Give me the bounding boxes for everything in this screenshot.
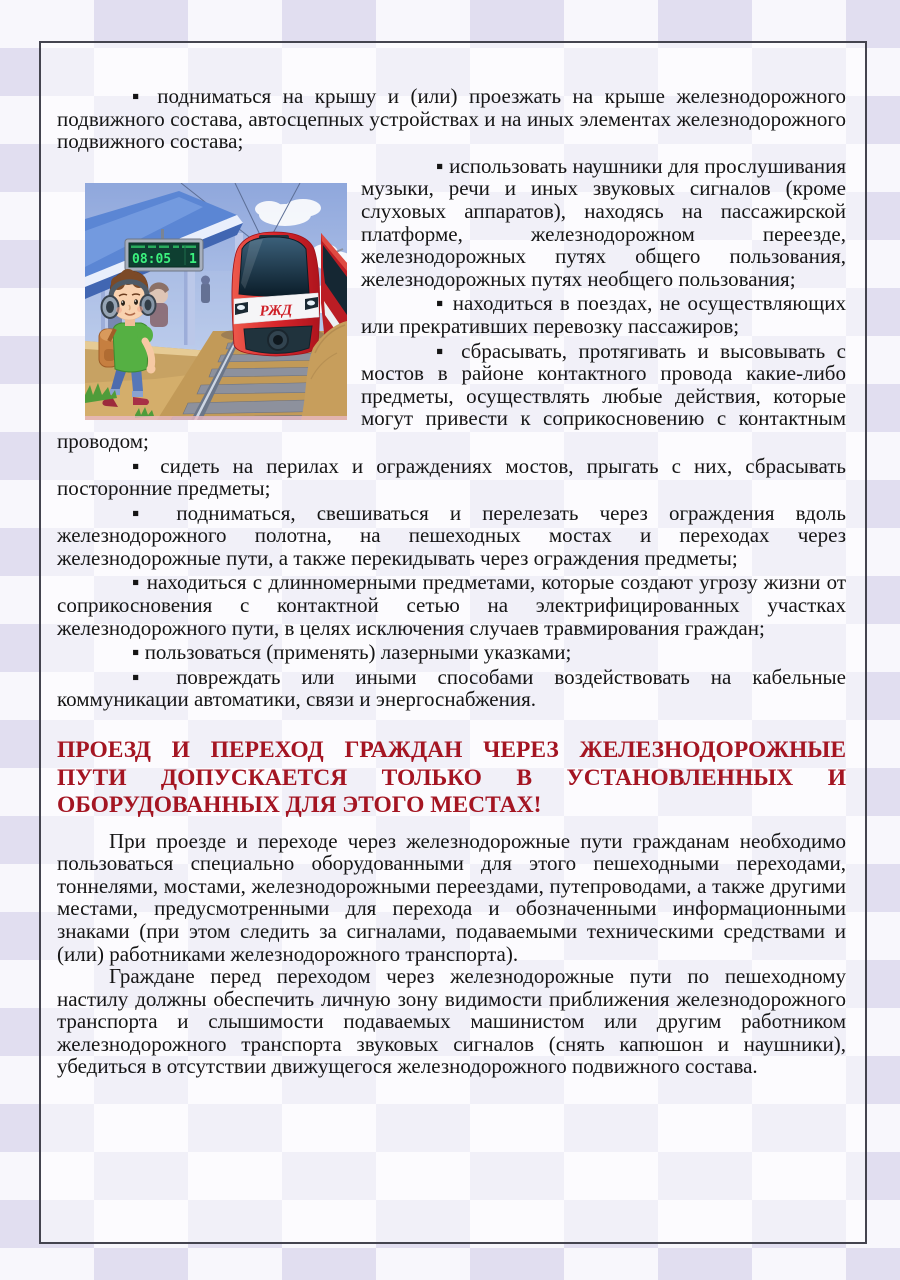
image-bottom-edge [85, 416, 347, 420]
rule-item-text: ▪ использовать наушники для прослушивания музыки, речи и иных звуковых сигналов (кроме слуховых аппаратов), находясь на пассажирской платформе, железнодорожном переезде, железнодорожных путях общего пользования, железнодорожных путях необщего пользования; [361, 153, 846, 291]
sign-info-row [131, 245, 196, 248]
rule-item: ▪ повреждать или иными способами воздействовать на кабельные коммуникации автоматики, связи и энергоснабжения. [57, 664, 846, 712]
rule-item: ▪ подниматься, свешиваться и перелезать через ограждения вдоль железнодорожного полотна, на пешеходных мостах и переходах через железнодорожные пути, а также перекидывать через ограждения предметы; [57, 500, 846, 570]
rzd-logo: РЖД [259, 302, 293, 320]
clock-time: 08:05 [132, 251, 172, 267]
rule-item: ▪ находиться в поездах, не осуществляющих или прекративших перевозку пассажиров; [361, 291, 846, 338]
platform-number: 1 [189, 251, 197, 267]
rule-item: ▪ сбрасывать, протягивать и высовывать с мостов в районе контактного провода какие-либо предметы, осуществлять любые действия, которые могут привести к соприкосновению с контактным проводом; [57, 338, 846, 453]
instruction-paragraph: Граждане перед переходом через железнодорожные пути по пешеходному настилу должны обеспечить личную зону видимости приближения железнодорожного транспорта и слышимости подаваемых машинистом или другим работником железнодорожного транспорта звуковых сигналов (снять капюшон и наушники), убедиться в отсутствии движущегося железнодорожного подвижного состава. [57, 964, 846, 1079]
railway-illustration [85, 183, 347, 420]
rule-item: ▪ пользоваться (применять) лазерными указками; [132, 640, 572, 665]
rule-item: ▪ находиться с длинномерными предметами, которые создают угрозу жизни от соприкосновения с контактной сетью на электрифицированных участках железнодорожного пути, в целях исключения случаев травмирования граждан; [57, 570, 846, 640]
rule-item: ▪ подниматься на крышу и (или) проезжать на крыше железнодорожного подвижного состава, автосцепных устройствах и на иных элементах железнодорожного подвижного состава; [57, 84, 846, 154]
content-frame [39, 41, 867, 1244]
instruction-paragraph: При проезде и переходе через железнодорожные пути гражданам необходимо пользоваться специально оборудованными для этого пешеходными переходами, тоннелями, мостами, железнодорожными переездами, путепроводами, а также другими местами, предусмотренными для перехода и обозначенными информационными знаками (при этом следить за сигналами, подаваемыми техническими средствами и (или) работниками железнодорожного транспорта). [57, 828, 846, 966]
warning-heading: ПРОЕЗД И ПЕРЕХОД ГРАЖДАН ЧЕРЕЗ ЖЕЛЕЗНОДОРОЖНЫЕ ПУТИ ДОПУСКАЕТСЯ ТОЛЬКО В УСТАНОВЛЕННЫХ И ОБОРУДОВАННЫХ ДЛЯ ЭТОГО МЕСТАХ! [57, 737, 846, 819]
rule-item: ▪ сидеть на перилах и ограждениях мостов, прыгать с них, сбрасывать посторонние предметы; [57, 453, 846, 501]
